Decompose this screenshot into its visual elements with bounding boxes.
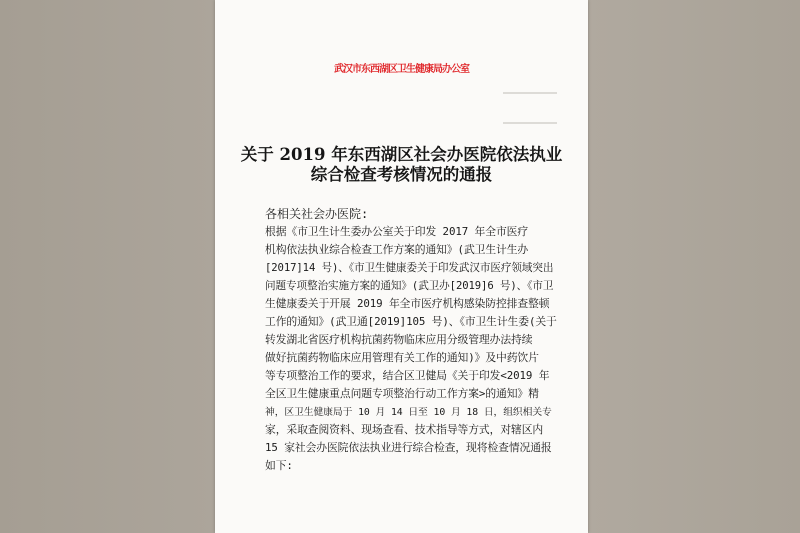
body-line: 等专项整治工作的要求，结合区卫健局《关于印发<2019 年 <box>265 369 550 382</box>
body-line: 15 家社会办医院依法执业进行综合检查，现将检查情况通报 <box>265 441 552 454</box>
body-line: 转发湖北省医疗机构抗菌药物临床应用分级管理办法持续 <box>265 333 533 346</box>
body-line: 根据《市卫生计生委办公室关于印发 2017 年全市医疗 <box>265 225 529 238</box>
body-line: 做好抗菌药物临床应用管理有关工作的通知)》及中药饮片 <box>265 351 539 364</box>
body-line: 工作的通知》(武卫通[2019]105 号)、《市卫生计生委(关于 <box>265 315 557 328</box>
body-line: 如下: <box>265 459 293 472</box>
bleed-through-mark <box>503 92 557 94</box>
document-page <box>215 0 588 533</box>
bleed-through-mark <box>503 122 557 124</box>
body-line: [2017]14 号)、《市卫生健康委关于印发武汉市医疗领域突出 <box>265 262 554 274</box>
salutation: 各相关社会办医院: <box>265 207 369 221</box>
body-line: 机构依法执业综合检查工作方案的通知》(武卫生计生办 <box>265 243 529 256</box>
body-line: 问题专项整治实施方案的通知》(武卫办[2019]6 号)、《市卫 <box>265 280 554 292</box>
background-left <box>0 0 215 533</box>
document-title-line-1: 关于 2019 年东西湖区社会办医院依法执业 <box>240 145 563 164</box>
background-right <box>588 0 800 533</box>
body-line: 家，采取查阅资料、现场查看、技术指导等方式，对辖区内 <box>265 423 544 436</box>
body-line: 神，区卫生健康局于 10 月 14 日至 10 月 18 日，组织相关专 <box>265 407 552 418</box>
body-line: 全区卫生健康重点问题专项整治行动工作方案>的通知》精 <box>265 387 539 400</box>
document-header: 武汉市东西湖区卫生健康局办公室 <box>334 64 469 75</box>
body-line: 生健康委关于开展 2019 年全市医疗机构感染防控排查整顿 <box>265 297 550 310</box>
document-title-line-2: 综合检查考核情况的通报 <box>310 165 493 184</box>
